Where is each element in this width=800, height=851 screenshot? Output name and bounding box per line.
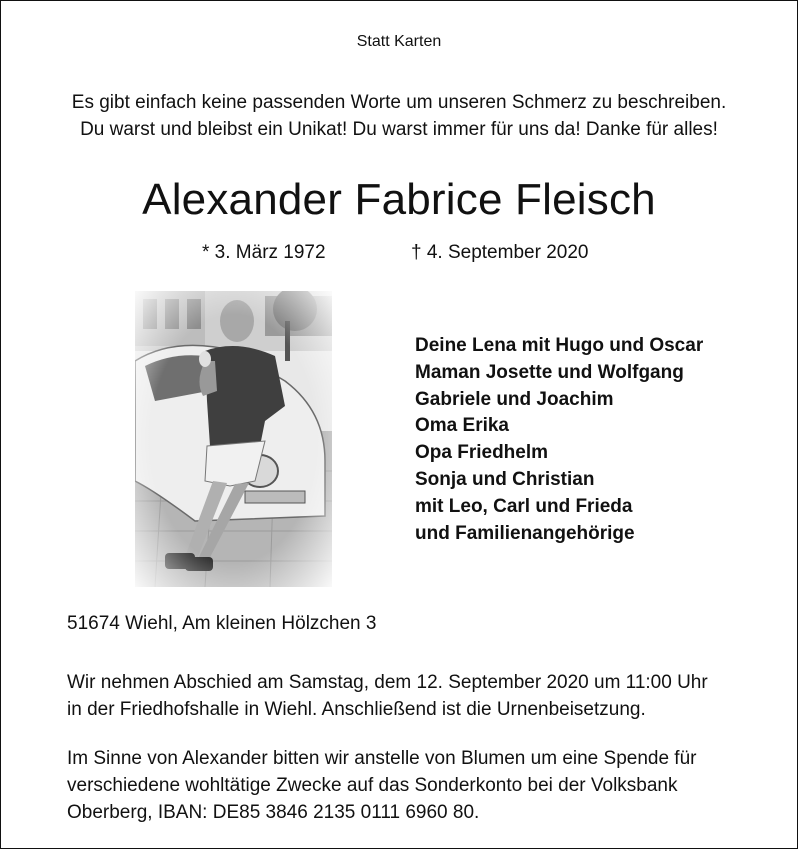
family-line: und Familienangehörige [415,522,635,544]
donation-line-3: Oberberg, IBAN: DE85 3846 2135 0111 6960 80. [67,802,480,823]
portrait-photo-illustration [135,291,332,587]
portrait-photo [135,291,332,587]
farewell-line-2: in der Friedhofshalle in Wiehl. Anschließend ist die Urnenbeisetzung. [67,699,646,720]
donation-paragraph [67,745,696,826]
family-line: Gabriele und Joachim [415,388,614,410]
donation-line-2: verschiedene wohltätige Zwecke auf das Sonderkonto bei der Volksbank [67,775,678,796]
intro-line-2: Du warst und bleibst ein Unikat! Du warst immer für uns da! Danke für alles! [80,119,718,140]
family-line: mit Leo, Carl und Frieda [415,495,633,517]
farewell-paragraph [67,669,708,723]
address: 51674 Wiehl, Am kleinen Hölzchen 3 [67,613,377,634]
family-line: Sonja und Christian [415,468,595,490]
intro-text [1,89,797,143]
family-line: Oma Erika [415,415,509,437]
family-line: Deine Lena mit Hugo und Oscar [415,335,704,356]
family-list [415,333,703,547]
birth-date: * 3. März 1972 [202,242,326,263]
donation-line-1: Im Sinne von Alexander bitten wir anstelle von Blumen um eine Spende für [67,748,697,769]
header-statt-karten: Statt Karten [356,33,442,50]
death-date: † 4. September 2020 [411,242,589,263]
family-line: Maman Josette und Wolfgang [415,361,684,383]
farewell-line-1: Wir nehmen Abschied am Samstag, dem 12. September 2020 um 11:00 Uhr [67,672,708,693]
deceased-name: Alexander Fabrice Fleisch [142,175,656,224]
intro-line-1: Es gibt einfach keine passenden Worte um unseren Schmerz zu beschreiben. [71,92,727,113]
family-line: Opa Friedhelm [415,442,549,464]
